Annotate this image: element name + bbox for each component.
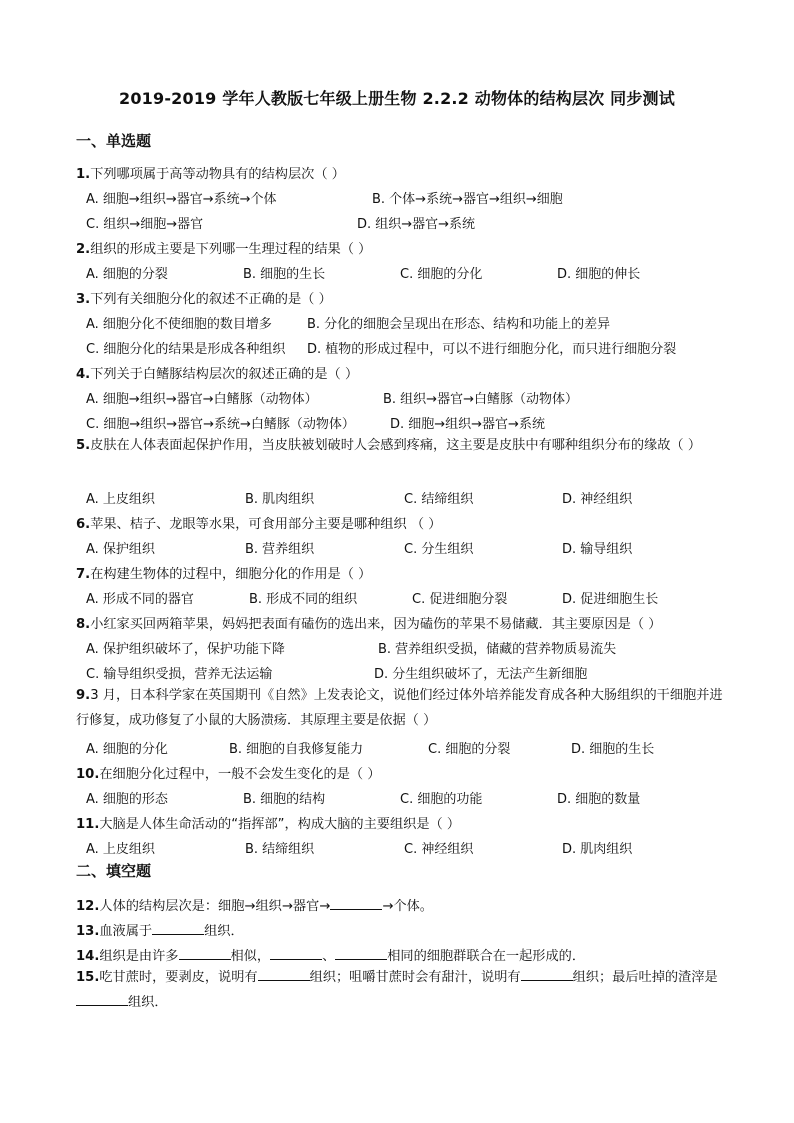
option-c: C. 输导组织受损，营养无法运输 [86, 667, 273, 682]
question-4 [76, 363, 358, 382]
question-number: 7. [76, 567, 91, 582]
option-b: B. 形成不同的组织 [249, 592, 358, 607]
option-c: C. 结缔组织 [404, 492, 474, 507]
option-b: B. 肌肉组织 [245, 492, 315, 507]
page-title: 2019-2019 学年人教版七年级上册生物 2.2.2 动物体的结构层次 同步测试 [119, 89, 675, 108]
question-text: 皮肤在人体表面起保护作用，当皮肤被划破时人会感到疼痛，这主要是皮肤中有哪种组织分布的缘故（ ） [90, 438, 702, 453]
option-d: D. 肌肉组织 [562, 842, 633, 857]
option-d: D. 细胞的伸长 [557, 267, 641, 282]
option-a: A. 细胞的分化 [86, 742, 168, 757]
option-c: C. 神经组织 [404, 842, 474, 857]
question-text: 组织的形成主要是下列哪一生理过程的结果（ ） [90, 242, 372, 257]
option-d: D. 细胞的数量 [557, 792, 641, 807]
option-c: C. 细胞分化的结果是形成各种组织 [86, 342, 286, 357]
answer-blank[interactable] [270, 949, 322, 960]
question-number: 1. [76, 167, 91, 182]
option-a: A. 细胞→组织→器官→白鳍豚（动物体） [86, 392, 318, 407]
option-a: A. 细胞的形态 [86, 792, 168, 807]
question-8 [76, 613, 661, 632]
question-text: 在细胞分化过程中，一般不会发生变化的是（ ） [99, 767, 381, 782]
question-text: →个体。 [382, 899, 433, 914]
question-number: 9. [76, 688, 91, 703]
question-text: 下列有关细胞分化的叙述不正确的是（ ） [90, 292, 332, 307]
question-number: 2. [76, 242, 91, 257]
option-b: B. 分化的细胞会呈现出在形态、结构和功能上的差异 [307, 317, 611, 332]
section-heading-single-choice: 一、单选题 [76, 132, 152, 150]
question-text: 组织． [128, 995, 168, 1010]
option-a: A. 细胞分化不使细胞的数目增多 [86, 317, 272, 332]
option-d: D. 植物的形成过程中，可以不进行细胞分化，而只进行细胞分裂 [307, 342, 677, 357]
option-d: D. 输导组织 [562, 542, 633, 557]
question-text: 组织；咀嚼甘蔗时会有甜汁，说明有 [309, 970, 521, 985]
question-number: 11. [76, 817, 100, 832]
answer-blank[interactable] [76, 995, 128, 1006]
question-6 [76, 513, 441, 532]
question-text: 3 月，日本科学家在英国期刊《自然》上发表论文，说他们经过体外培养能发育成各种大肠组织的干细胞并进行修复，成功修复了小鼠的大肠溃疡．其原理主要是依据（ ） [76, 688, 723, 728]
question-number: 13. [76, 924, 100, 939]
option-b: B. 营养组织受损，储藏的营养物质易流失 [378, 642, 617, 657]
question-number: 5. [76, 438, 91, 453]
option-c: C. 细胞→组织→器官→系统→白鳍豚（动物体） [86, 417, 355, 432]
question-number: 8. [76, 617, 91, 632]
question-text: 吃甘蔗时，要剥皮，说明有 [99, 970, 258, 985]
question-14 [76, 945, 585, 964]
question-text: 血液属于 [99, 924, 153, 939]
option-a: A. 上皮组织 [86, 842, 155, 857]
question-text: 相似， [230, 949, 271, 964]
question-13 [76, 920, 244, 939]
option-b: B. 个体→系统→器官→组织→细胞 [372, 192, 563, 207]
option-a: A. 形成不同的器官 [86, 592, 194, 607]
answer-blank[interactable] [521, 970, 573, 981]
option-d: D. 组织→器官→系统 [357, 217, 476, 232]
answer-blank[interactable] [179, 949, 231, 960]
option-c: C. 促进细胞分裂 [412, 592, 508, 607]
question-text: 组织． [204, 924, 244, 939]
answer-blank[interactable] [335, 949, 387, 960]
option-d: D. 分生组织破坏了，无法产生新细胞 [374, 667, 588, 682]
question-text: 小红家买回两箱苹果，妈妈把表面有磕伤的选出来，因为磕伤的苹果不易储藏．其主要原因是（ ） [90, 617, 662, 632]
question-9 [76, 683, 726, 733]
option-b: B. 组织→器官→白鳍豚（动物体） [383, 392, 578, 407]
question-text: 苹果、桔子、龙眼等水果，可食用部分主要是哪种组织 （ ） [90, 517, 442, 532]
option-c: C. 细胞的分裂 [428, 742, 511, 757]
question-text: 组织；最后吐掉的渣滓是 [572, 970, 718, 985]
option-c: C. 细胞的功能 [400, 792, 483, 807]
option-b: B. 细胞的结构 [243, 792, 326, 807]
question-1 [76, 163, 345, 182]
answer-blank[interactable] [258, 970, 310, 981]
question-7 [76, 563, 371, 582]
option-b: B. 细胞的自我修复能力 [229, 742, 364, 757]
question-text: 人体的结构层次是：细胞→组织→器官→ [99, 899, 331, 914]
option-d: D. 细胞→组织→器官→系统 [390, 417, 545, 432]
question-number: 12. [76, 899, 100, 914]
question-number: 4. [76, 367, 91, 382]
option-a: A. 细胞的分裂 [86, 267, 168, 282]
option-c: C. 分生组织 [404, 542, 474, 557]
question-text: 在构建生物体的过程中，细胞分化的作用是（ ） [90, 567, 372, 582]
question-text: 下列哪项属于高等动物具有的结构层次（ ） [90, 167, 345, 182]
option-d: D. 促进细胞生长 [562, 592, 659, 607]
question-number: 14. [76, 949, 100, 964]
option-a: A. 上皮组织 [86, 492, 155, 507]
question-15 [76, 965, 726, 1015]
question-number: 6. [76, 517, 91, 532]
question-number: 3. [76, 292, 91, 307]
answer-blank[interactable] [152, 924, 204, 935]
question-number: 10. [76, 767, 100, 782]
option-a: A. 保护组织破坏了，保护功能下降 [86, 642, 285, 657]
question-text: 、 [322, 949, 336, 964]
option-d: D. 细胞的生长 [571, 742, 655, 757]
option-b: B. 结缔组织 [245, 842, 315, 857]
section-heading-fill-in: 二、填空题 [76, 862, 152, 880]
option-b: B. 营养组织 [245, 542, 315, 557]
question-2 [76, 238, 371, 257]
question-text: 大脑是人体生命活动的“指挥部”，构成大脑的主要组织是（ ） [99, 817, 461, 832]
question-5 [76, 433, 726, 458]
question-12 [76, 895, 433, 914]
option-d: D. 神经组织 [562, 492, 633, 507]
question-number: 15. [76, 970, 100, 985]
question-text: 相同的细胞群联合在一起形成的． [387, 949, 586, 964]
question-3 [76, 288, 332, 307]
option-b: B. 细胞的生长 [243, 267, 326, 282]
question-text: 组织是由许多 [99, 949, 179, 964]
question-11 [76, 813, 460, 832]
option-a: A. 细胞→组织→器官→系统→个体 [86, 192, 277, 207]
answer-blank[interactable] [330, 899, 382, 910]
option-a: A. 保护组织 [86, 542, 155, 557]
option-c: C. 细胞的分化 [400, 267, 483, 282]
option-c: C. 组织→细胞→器官 [86, 217, 204, 232]
question-10 [76, 763, 381, 782]
question-text: 下列关于白鳍豚结构层次的叙述正确的是（ ） [90, 367, 359, 382]
